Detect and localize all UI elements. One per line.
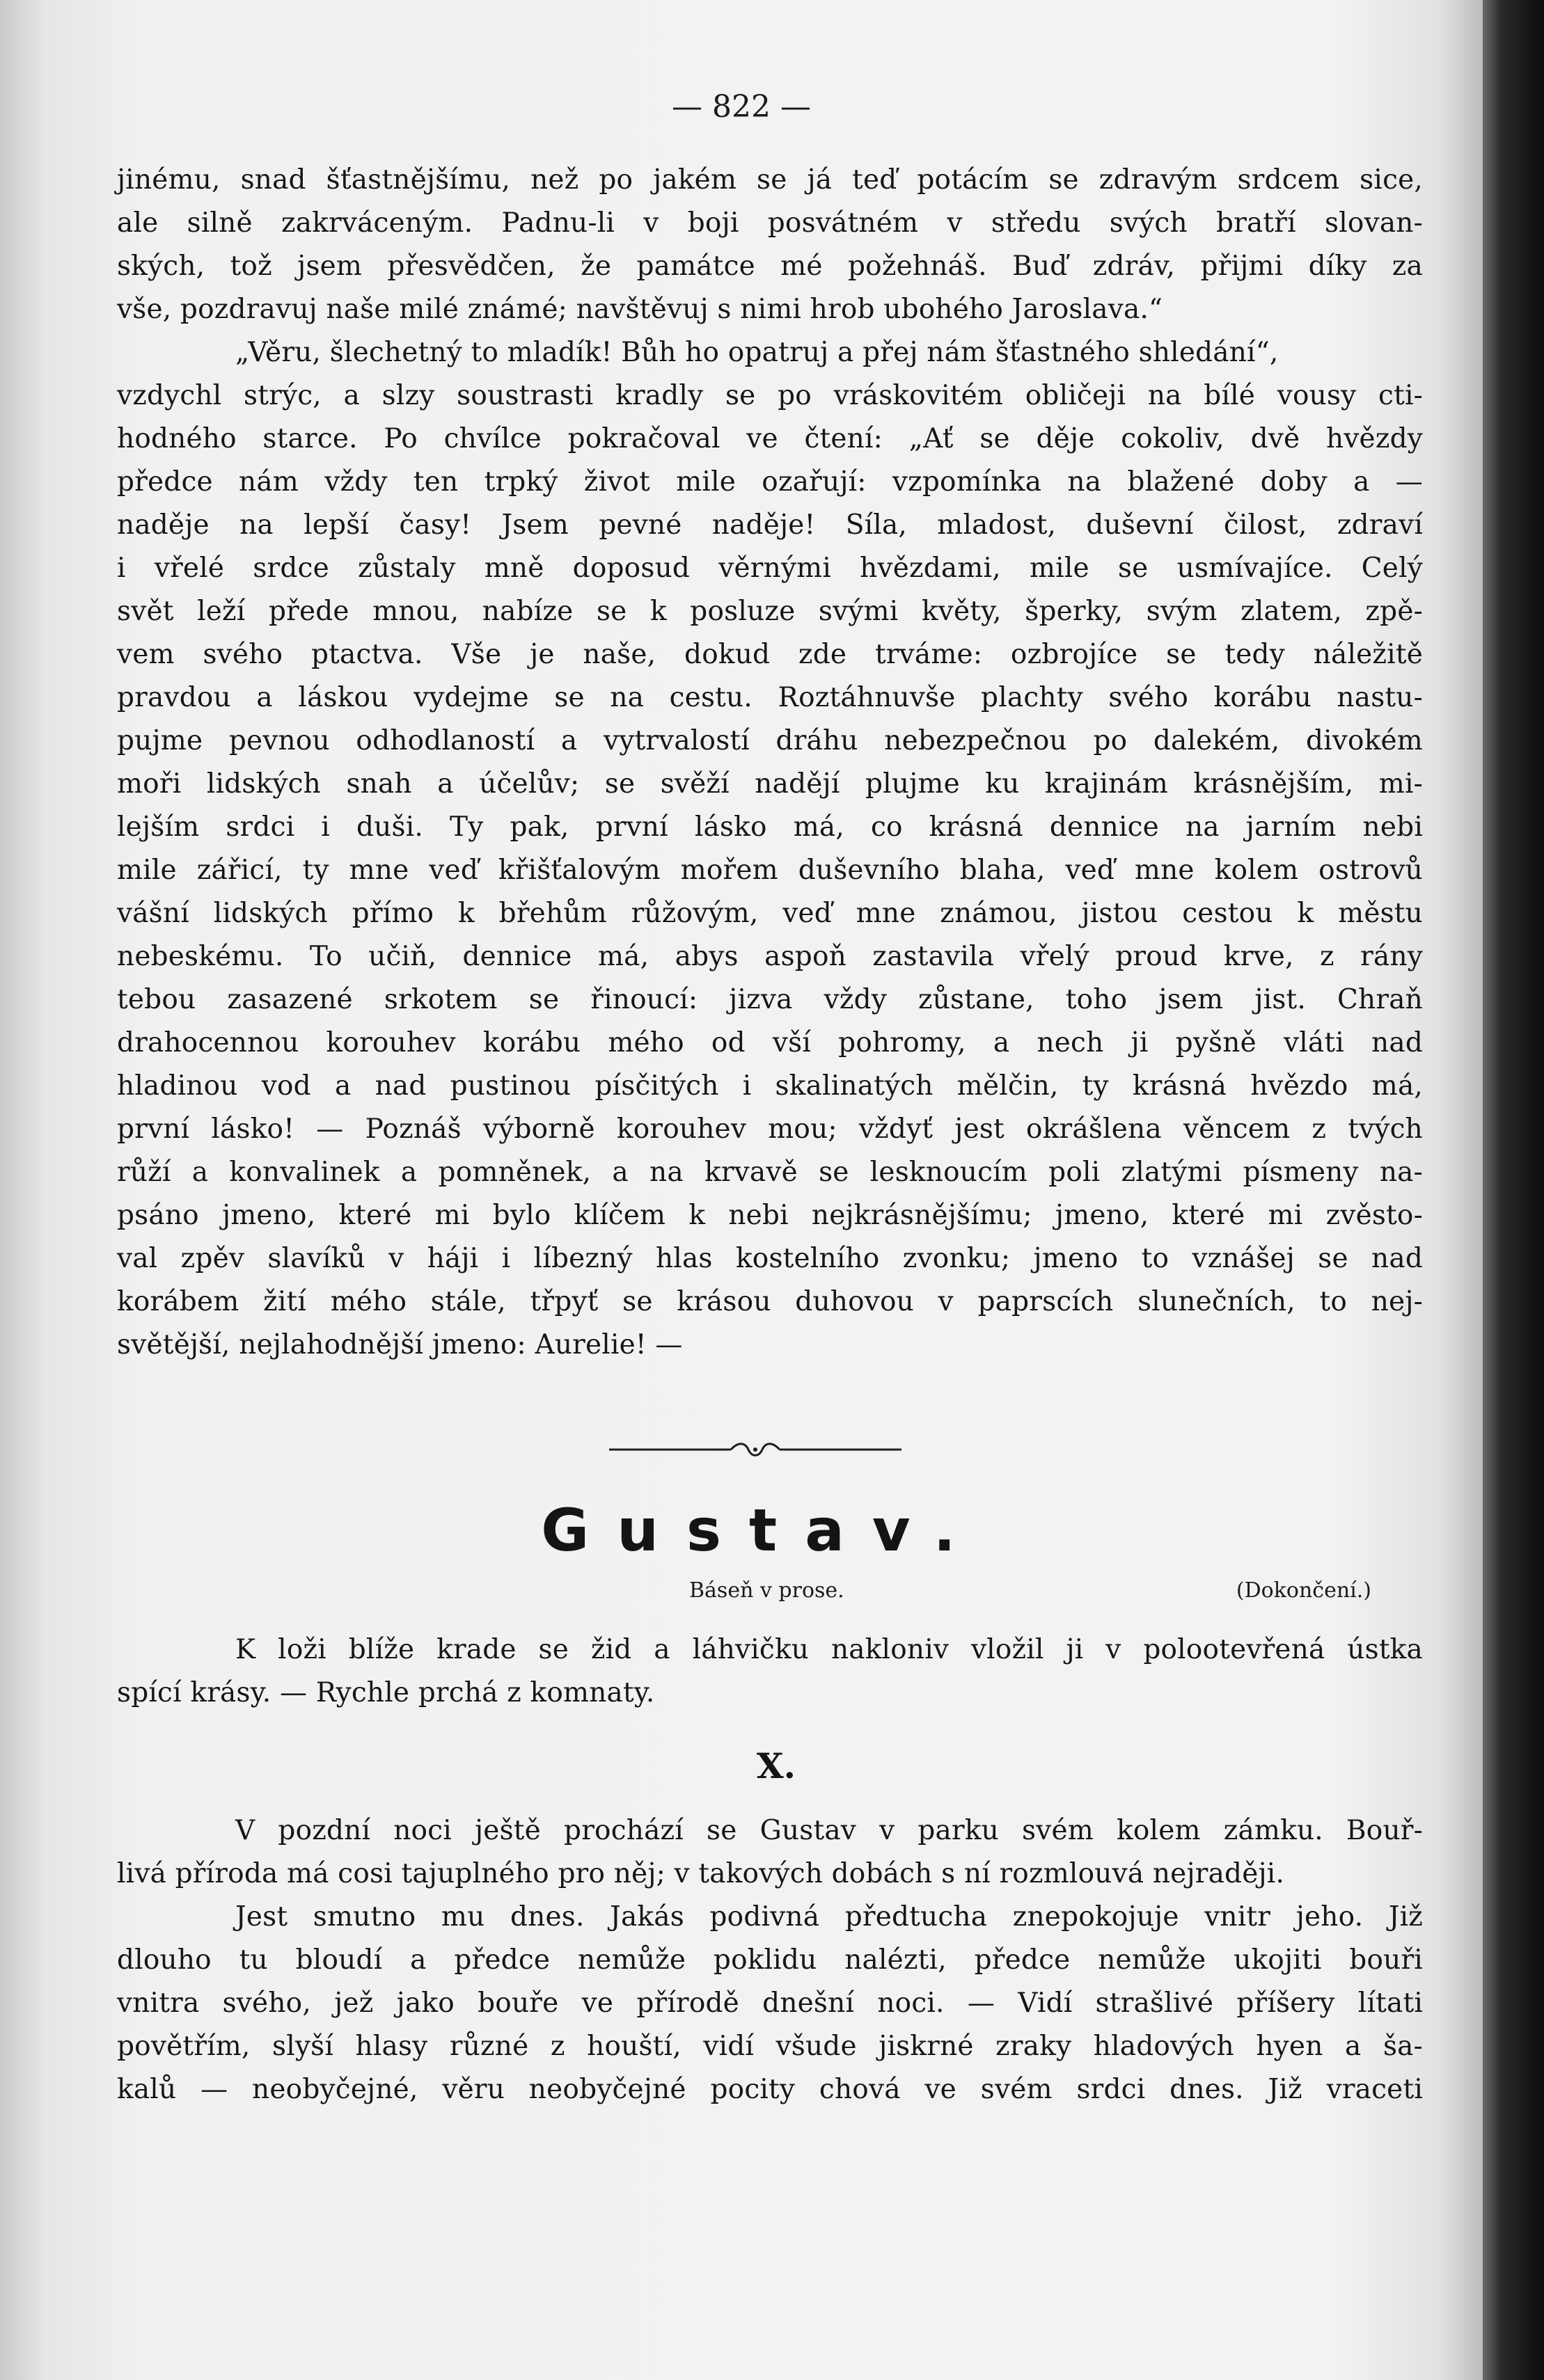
text-line: V pozdní noci ještě prochází se Gustav v parku svém kolem zámku. Bouř- xyxy=(235,1815,1423,1846)
paragraph-letter-end xyxy=(117,159,1423,331)
text-line: val zpěv slavíků v háji i líbezný hlas kostelního zvonku; jmeno to vznášej se nad xyxy=(117,1243,1423,1274)
text-line: hodného starce. Po chvílce pokračoval ve čtení: „Ať se děje cokoliv, dvě hvězdy xyxy=(117,423,1423,454)
continued-note: (Dokončení.) xyxy=(1236,1578,1371,1603)
text-line: lejším srdci i duši. Ty pak, první lásko má, co krásná dennice na jarním nebi xyxy=(117,811,1423,843)
text-line: vše, pozdravuj naše milé známé; navštěvuj s nimi hrob ubohého Jaroslava.“ xyxy=(117,294,1163,325)
text-line: „Věru, šlechetný to mladík! Bůh ho opatruj a přej nám šťastného shledání“, xyxy=(235,337,1279,368)
text-line: dlouho tu bloudí a předce nemůže poklidu nalézti, předce nemůže ukojiti bouři xyxy=(117,1944,1423,1976)
ornament-divider-icon xyxy=(609,1439,901,1460)
text-line: korábem žití mého stále, třpyť se krásou duhovou v paprscích slunečních, to nej- xyxy=(117,1286,1423,1317)
text-line: psáno jmeno, které mi bylo klíčem k nebi nejkrásnějšímu; jmeno, které mi zvěsto- xyxy=(117,1200,1423,1231)
text-line: K loži blíže krade se žid a láhvičku nakloniv vložil ji v polootevřená ústka xyxy=(235,1634,1423,1665)
paragraph-uncle-reading xyxy=(117,331,1423,1367)
text-line: Jest smutno mu dnes. Jakás podivná předtucha znepokojuje vnitr jeho. Již xyxy=(235,1901,1423,1933)
text-line: kalů — neobyčejné, věru neobyčejné pocity chová ve svém srdci dnes. Již vraceti xyxy=(117,2074,1423,2105)
text-line: pravdou a láskou vydejme se na cestu. Roztáhnuvše plachty svého korábu nastu- xyxy=(117,682,1423,713)
text-line: vzdychl strýc, a slzy soustrasti kradly se po vráskovitém obličeji na bílé vousy cti- xyxy=(117,380,1423,411)
text-line: vnitra svého, jež jako bouře ve přírodě dnešní noci. — Vidí strašlivé příšery lítati xyxy=(117,1988,1423,2019)
text-line: tebou zasazené srkotem se řinoucí: jizva vždy zůstane, toho jsem jist. Chraň xyxy=(117,984,1423,1015)
text-line: naděje na lepší časy! Jsem pevné naděje! Síla, mladost, duševní čilost, zdraví xyxy=(117,509,1423,541)
text-line: povětřím, slyší hlasy různé z houští, vidí všude jiskrné zraky hladových hyen a ša- xyxy=(117,2031,1423,2062)
text-line: ských, tož jsem přesvědčen, že památce mé požehnáš. Buď zdráv, přijmi díky za xyxy=(117,251,1423,282)
text-line: jinému, snad šťastnějšímu, než po jakém se já teď potácím se zdravým srdcem sice, xyxy=(117,164,1423,196)
text-line: první lásko! — Poznáš výborně korouhev mou; vždyť jest okrášlena věncem z tvých xyxy=(117,1113,1423,1145)
text-line: hladinou vod a nad pustinou písčitých i skalinatých mělčin, ty krásná hvězdo má, xyxy=(117,1070,1423,1102)
text-line: spící krásy. — Rychle prchá z komnaty. xyxy=(117,1677,655,1708)
text-line: mile zářicí, ty mne veď křišťalovým mořem duševního blaha, veď mne kolem ostrovů xyxy=(117,855,1423,886)
paragraph-night-walk xyxy=(117,1809,1423,1896)
text-line: svět leží přede mnou, nabíze se k posluze svými květy, šperky, svým zlatem, zpě- xyxy=(117,596,1423,627)
text-line: i vřelé srdce zůstaly mně doposud věrnými hvězdami, mile se usmívajíce. Celý xyxy=(117,553,1423,584)
text-line: růží a konvalinek a pomněnek, a na krvavě se lesknoucím poli zlatými písmeny na- xyxy=(117,1157,1423,1188)
binding-edge xyxy=(1483,0,1544,2380)
text-line: vem svého ptactva. Vše je naše, dokud zde trváme: ozbrojíce se tedy náležitě xyxy=(117,639,1423,670)
text-line: vášní lidských přímo k břehům růžovým, veď mne známou, jistou cestou k městu xyxy=(117,898,1423,929)
text-line: livá příroda má cosi tajuplného pro něj; v takových dobách s ní rozmlouvá nejraději. xyxy=(117,1858,1285,1889)
text-line: nebeskému. To učiň, dennice má, abys aspoň zastavila vřelý proud krve, z rány xyxy=(117,941,1423,972)
text-line: moři lidských snah a účelův; se svěží nadějí plujme ku krajinám krásnějším, mi- xyxy=(117,768,1423,800)
text-line: světější, nejlahodnější jmeno: Aurelie! — xyxy=(117,1329,683,1360)
paragraph-premonition xyxy=(117,1896,1423,2111)
page-number: — 822 — xyxy=(672,89,811,125)
paragraph-jew-potion xyxy=(117,1628,1423,1715)
subtitle: Báseň v prose. xyxy=(689,1578,844,1603)
text-line: pujme pevnou odhodlaností a vytrvalostí dráhu nebezpečnou po dalekém, divokém xyxy=(117,725,1423,756)
section-title: Gustav. xyxy=(541,1496,984,1564)
text-line: předce nám vždy ten trpký život mile ozařují: vzpomínka na blažené doby a — xyxy=(117,466,1423,498)
text-line: drahocennou korouhev korábu mého od vší pohromy, a nech ji pyšně vláti nad xyxy=(117,1027,1423,1058)
text-line: ale silně zakrváceným. Padnu-li v boji posvátném v středu svých bratří slovan- xyxy=(117,207,1423,239)
chapter-number: X. xyxy=(756,1745,796,1786)
